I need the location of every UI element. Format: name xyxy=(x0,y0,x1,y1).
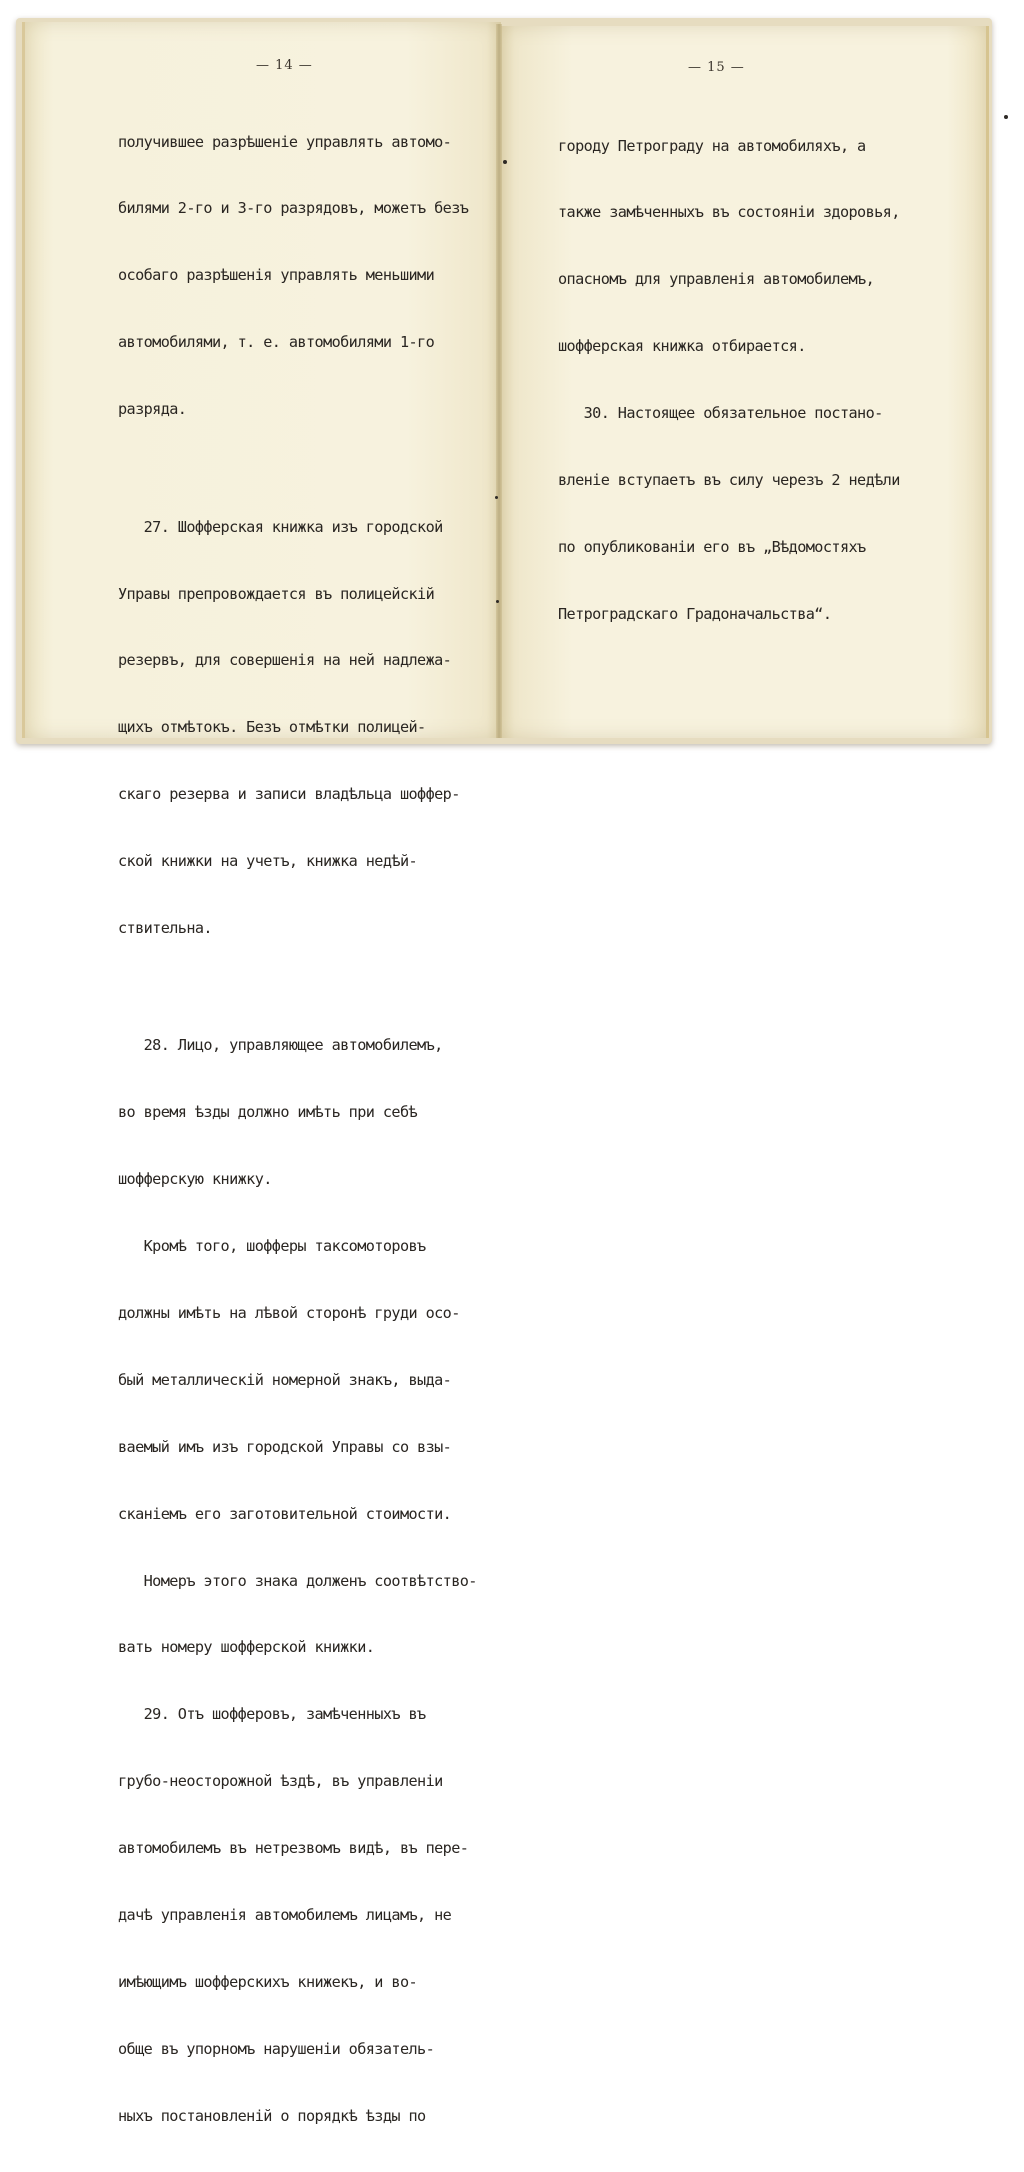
text-line: во время ѣзды должно имѣть при себѣ xyxy=(118,1103,418,1122)
text-line: бый металлическій номерной знакъ, выда- xyxy=(118,1370,452,1389)
text-line: грубо-неосторожной ѣздѣ, въ управленіи xyxy=(118,1772,443,1791)
text-line: скаго резерва и записи владѣльца шоффер- xyxy=(118,785,460,804)
ink-speck xyxy=(495,496,498,499)
text-line: обще въ упорномъ нарушеніи обязатель- xyxy=(118,2039,435,2058)
text-line: ской книжки на учетъ, книжка недѣй- xyxy=(118,852,418,871)
text-line: 27. Шофферская книжка изъ городской xyxy=(118,517,443,536)
text-line: вать номеру шофферской книжки. xyxy=(118,1638,375,1657)
text-line: дачѣ управленія автомобилемъ лицамъ, не xyxy=(118,1906,452,1925)
text-line: вленіе вступаетъ въ силу черезъ 2 недѣли xyxy=(558,471,900,490)
text-line: шофферская книжка отбирается. xyxy=(558,337,806,356)
text-line: автомобилями, т. е. автомобилями 1-го xyxy=(118,333,435,352)
page-number-left: — 14 — xyxy=(256,58,313,73)
text-line: получившее разрѣшеніе управлять автомо- xyxy=(118,132,452,151)
text-line: должны имѣть на лѣвой сторонѣ груди осо- xyxy=(118,1304,460,1323)
text-line: автомобилемъ въ нетрезвомъ видѣ, въ пере- xyxy=(118,1839,469,1858)
text-line: особаго разрѣшенія управлять меньшими xyxy=(118,266,435,285)
text-line: резервъ, для совершенія на ней надлежа- xyxy=(118,651,452,670)
book-gutter xyxy=(496,24,502,738)
right-page-text xyxy=(558,90,900,670)
text-line: ныхъ постановленій о порядкѣ ѣзды по xyxy=(118,2106,426,2125)
text-line: Номеръ этого знака долженъ соотвѣтство- xyxy=(118,1571,477,1590)
text-line: имѣющимъ шофферскихъ книжекъ, и во- xyxy=(118,1972,418,1991)
text-line: городу Петрограду на автомобиляхъ, а xyxy=(558,136,866,155)
text-line: 29. Отъ шофферовъ, замѣченныхъ въ xyxy=(118,1705,426,1724)
text-line: 30. Настоящее обязательное постано- xyxy=(558,404,883,423)
ink-speck xyxy=(1004,115,1008,119)
text-line: по опубликованіи его въ „Вѣдомостяхъ xyxy=(558,537,866,556)
text-line: также замѣченныхъ въ состояніи здоровья, xyxy=(558,203,900,222)
paragraph-gap xyxy=(118,465,477,471)
ink-speck xyxy=(496,600,499,603)
text-line: сканіемъ его заготовительной стоимости. xyxy=(118,1504,452,1523)
text-line: ствительна. xyxy=(118,918,212,937)
text-line: разряда. xyxy=(118,400,187,419)
text-line: 28. Лицо, управляющее автомобилемъ, xyxy=(118,1036,443,1055)
text-line: ваемый имъ изъ городской Управы со взы- xyxy=(118,1437,452,1456)
text-line: Кромѣ того, шофферы таксомоторовъ xyxy=(118,1237,426,1256)
page-number-right: — 15 — xyxy=(688,60,745,75)
text-line: шофферскую книжку. xyxy=(118,1170,272,1189)
ink-speck xyxy=(503,160,507,164)
text-line: билями 2-го и 3-го разрядовъ, можетъ безъ xyxy=(118,199,469,218)
text-line: опасномъ для управленія автомобилемъ, xyxy=(558,270,875,289)
text-line: Петроградскаго Градоначальства“. xyxy=(558,604,832,623)
left-page-text xyxy=(118,86,477,2172)
paragraph-gap xyxy=(118,984,477,990)
text-line: щихъ отмѣтокъ. Безъ отмѣтки полицей- xyxy=(118,718,426,737)
text-line: Управы препровождается въ полицейскій xyxy=(118,584,435,603)
